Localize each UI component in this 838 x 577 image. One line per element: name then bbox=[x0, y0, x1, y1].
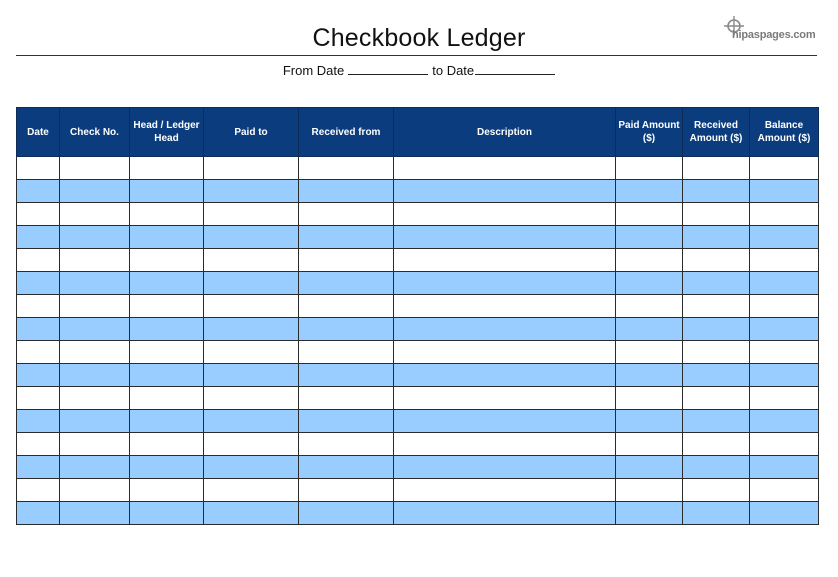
cell-description[interactable] bbox=[394, 157, 616, 180]
cell-received-from[interactable] bbox=[299, 364, 394, 387]
cell-date[interactable] bbox=[17, 341, 60, 364]
cell-balance-amount[interactable] bbox=[750, 410, 819, 433]
cell-check-no[interactable] bbox=[60, 318, 130, 341]
cell-received-from[interactable] bbox=[299, 318, 394, 341]
table-row bbox=[17, 272, 819, 295]
cell-paid-amount[interactable] bbox=[616, 203, 683, 226]
col-header-balance-amount: Balance Amount ($) bbox=[750, 108, 819, 157]
cell-description[interactable] bbox=[394, 502, 616, 525]
from-date-blank bbox=[348, 62, 428, 75]
cell-received-from[interactable] bbox=[299, 180, 394, 203]
cell-received-amount[interactable] bbox=[683, 272, 750, 295]
page-title: Checkbook Ledger bbox=[312, 24, 526, 52]
table-row bbox=[17, 502, 819, 525]
cell-paid-amount[interactable] bbox=[616, 249, 683, 272]
cell-description[interactable] bbox=[394, 180, 616, 203]
col-header-paid-amount: Paid Amount ($) bbox=[616, 108, 683, 157]
cell-date[interactable] bbox=[17, 479, 60, 502]
cell-balance-amount[interactable] bbox=[750, 364, 819, 387]
table-row bbox=[17, 341, 819, 364]
cell-balance-amount[interactable] bbox=[750, 341, 819, 364]
cell-ledger-head[interactable] bbox=[130, 479, 204, 502]
cell-ledger-head[interactable] bbox=[130, 272, 204, 295]
cell-received-amount[interactable] bbox=[683, 502, 750, 525]
cell-received-from[interactable] bbox=[299, 295, 394, 318]
cell-date[interactable] bbox=[17, 180, 60, 203]
cell-date[interactable] bbox=[17, 387, 60, 410]
cell-description[interactable] bbox=[394, 203, 616, 226]
cell-received-from[interactable] bbox=[299, 203, 394, 226]
cell-ledger-head[interactable] bbox=[130, 387, 204, 410]
cell-check-no[interactable] bbox=[60, 341, 130, 364]
cell-received-from[interactable] bbox=[299, 226, 394, 249]
cell-description[interactable] bbox=[394, 318, 616, 341]
cell-received-amount[interactable] bbox=[683, 157, 750, 180]
col-header-paid-to: Paid to bbox=[204, 108, 299, 157]
cell-description[interactable] bbox=[394, 433, 616, 456]
cell-paid-amount[interactable] bbox=[616, 272, 683, 295]
cell-date[interactable] bbox=[17, 157, 60, 180]
cell-received-amount[interactable] bbox=[683, 433, 750, 456]
cell-ledger-head[interactable] bbox=[130, 318, 204, 341]
cell-ledger-head[interactable] bbox=[130, 410, 204, 433]
cell-check-no[interactable] bbox=[60, 456, 130, 479]
table-row bbox=[17, 456, 819, 479]
cell-description[interactable] bbox=[394, 479, 616, 502]
cell-received-from[interactable] bbox=[299, 502, 394, 525]
table-row bbox=[17, 295, 819, 318]
cell-balance-amount[interactable] bbox=[750, 318, 819, 341]
cell-description[interactable] bbox=[394, 249, 616, 272]
cell-check-no[interactable] bbox=[60, 295, 130, 318]
cell-ledger-head[interactable] bbox=[130, 249, 204, 272]
cell-received-amount[interactable] bbox=[683, 341, 750, 364]
cell-received-from[interactable] bbox=[299, 157, 394, 180]
cell-balance-amount[interactable] bbox=[750, 203, 819, 226]
cell-paid-to[interactable] bbox=[204, 295, 299, 318]
cell-paid-to[interactable] bbox=[204, 226, 299, 249]
cell-received-amount[interactable] bbox=[683, 387, 750, 410]
cell-description[interactable] bbox=[394, 387, 616, 410]
cell-received-amount[interactable] bbox=[683, 364, 750, 387]
cell-received-amount[interactable] bbox=[683, 226, 750, 249]
cell-date[interactable] bbox=[17, 502, 60, 525]
cell-ledger-head[interactable] bbox=[130, 180, 204, 203]
cell-received-from[interactable] bbox=[299, 410, 394, 433]
cell-paid-amount[interactable] bbox=[616, 180, 683, 203]
cell-paid-to[interactable] bbox=[204, 433, 299, 456]
cell-paid-amount[interactable] bbox=[616, 295, 683, 318]
cell-received-amount[interactable] bbox=[683, 295, 750, 318]
cell-check-no[interactable] bbox=[60, 502, 130, 525]
table-row bbox=[17, 203, 819, 226]
cell-received-from[interactable] bbox=[299, 341, 394, 364]
cell-balance-amount[interactable] bbox=[750, 249, 819, 272]
table-row bbox=[17, 479, 819, 502]
cell-date[interactable] bbox=[17, 456, 60, 479]
cell-paid-to[interactable] bbox=[204, 410, 299, 433]
cell-date[interactable] bbox=[17, 433, 60, 456]
cell-ledger-head[interactable] bbox=[130, 364, 204, 387]
to-date-blank bbox=[475, 62, 555, 75]
cell-balance-amount[interactable] bbox=[750, 456, 819, 479]
ledger-table bbox=[16, 107, 819, 525]
cell-paid-to[interactable] bbox=[204, 387, 299, 410]
cell-paid-amount[interactable] bbox=[616, 318, 683, 341]
cell-received-from[interactable] bbox=[299, 479, 394, 502]
date-range-line bbox=[0, 62, 838, 80]
cell-balance-amount[interactable] bbox=[750, 272, 819, 295]
cell-ledger-head[interactable] bbox=[130, 295, 204, 318]
cell-balance-amount[interactable] bbox=[750, 502, 819, 525]
cell-received-amount[interactable] bbox=[683, 479, 750, 502]
cell-paid-amount[interactable] bbox=[616, 226, 683, 249]
cell-received-amount[interactable] bbox=[683, 410, 750, 433]
cell-balance-amount[interactable] bbox=[750, 157, 819, 180]
col-header-received-from: Received from bbox=[299, 108, 394, 157]
cell-paid-amount[interactable] bbox=[616, 433, 683, 456]
cell-balance-amount[interactable] bbox=[750, 433, 819, 456]
cell-balance-amount[interactable] bbox=[750, 180, 819, 203]
from-date-label: From Date bbox=[282, 63, 345, 78]
site-logo bbox=[720, 16, 820, 46]
cell-check-no[interactable] bbox=[60, 479, 130, 502]
cell-paid-to[interactable] bbox=[204, 502, 299, 525]
cell-date[interactable] bbox=[17, 295, 60, 318]
cell-date[interactable] bbox=[17, 364, 60, 387]
cell-balance-amount[interactable] bbox=[750, 387, 819, 410]
cell-paid-amount[interactable] bbox=[616, 157, 683, 180]
cell-received-from[interactable] bbox=[299, 272, 394, 295]
cell-check-no[interactable] bbox=[60, 249, 130, 272]
cell-received-from[interactable] bbox=[299, 456, 394, 479]
table-row bbox=[17, 180, 819, 203]
cell-check-no[interactable] bbox=[60, 226, 130, 249]
cell-date[interactable] bbox=[17, 226, 60, 249]
cell-balance-amount[interactable] bbox=[750, 295, 819, 318]
cell-ledger-head[interactable] bbox=[130, 433, 204, 456]
ledger-body bbox=[17, 157, 819, 525]
col-header-ledger-head: Head / Ledger Head bbox=[130, 108, 204, 157]
cell-received-amount[interactable] bbox=[683, 318, 750, 341]
cell-date[interactable] bbox=[17, 410, 60, 433]
cell-description[interactable] bbox=[394, 364, 616, 387]
table-row bbox=[17, 387, 819, 410]
cell-received-from[interactable] bbox=[299, 249, 394, 272]
cell-check-no[interactable] bbox=[60, 203, 130, 226]
col-header-date: Date bbox=[17, 108, 60, 157]
table-row bbox=[17, 226, 819, 249]
cell-paid-amount[interactable] bbox=[616, 410, 683, 433]
cell-date[interactable] bbox=[17, 249, 60, 272]
table-row bbox=[17, 364, 819, 387]
cell-paid-amount[interactable] bbox=[616, 479, 683, 502]
cell-received-amount[interactable] bbox=[683, 456, 750, 479]
table-row bbox=[17, 433, 819, 456]
cell-paid-to[interactable] bbox=[204, 180, 299, 203]
cell-check-no[interactable] bbox=[60, 433, 130, 456]
cell-paid-amount[interactable] bbox=[616, 502, 683, 525]
cell-balance-amount[interactable] bbox=[750, 226, 819, 249]
cell-received-from[interactable] bbox=[299, 433, 394, 456]
cell-paid-to[interactable] bbox=[204, 157, 299, 180]
cell-check-no[interactable] bbox=[60, 272, 130, 295]
col-header-description: Description bbox=[394, 108, 616, 157]
cell-check-no[interactable] bbox=[60, 364, 130, 387]
cell-description[interactable] bbox=[394, 272, 616, 295]
title-divider bbox=[16, 55, 817, 56]
cell-date[interactable] bbox=[17, 318, 60, 341]
cell-ledger-head[interactable] bbox=[130, 502, 204, 525]
cell-check-no[interactable] bbox=[60, 180, 130, 203]
logo-text: hipaspages.com bbox=[732, 29, 816, 41]
table-row bbox=[17, 249, 819, 272]
col-header-check-no: Check No. bbox=[60, 108, 130, 157]
table-row bbox=[17, 410, 819, 433]
cell-description[interactable] bbox=[394, 295, 616, 318]
cell-check-no[interactable] bbox=[60, 387, 130, 410]
to-date-label: to Date bbox=[432, 63, 475, 78]
table-row bbox=[17, 157, 819, 180]
cell-paid-to[interactable] bbox=[204, 479, 299, 502]
cell-paid-amount[interactable] bbox=[616, 364, 683, 387]
cell-date[interactable] bbox=[17, 203, 60, 226]
cell-received-amount[interactable] bbox=[683, 203, 750, 226]
cell-received-amount[interactable] bbox=[683, 180, 750, 203]
cell-paid-amount[interactable] bbox=[616, 387, 683, 410]
cell-ledger-head[interactable] bbox=[130, 226, 204, 249]
cell-received-amount[interactable] bbox=[683, 249, 750, 272]
cell-date[interactable] bbox=[17, 272, 60, 295]
cell-balance-amount[interactable] bbox=[750, 479, 819, 502]
cell-paid-to[interactable] bbox=[204, 318, 299, 341]
cell-paid-to[interactable] bbox=[204, 364, 299, 387]
cell-paid-to[interactable] bbox=[204, 341, 299, 364]
cell-paid-to[interactable] bbox=[204, 203, 299, 226]
header-row bbox=[17, 108, 819, 157]
cell-description[interactable] bbox=[394, 341, 616, 364]
cell-ledger-head[interactable] bbox=[130, 456, 204, 479]
cell-paid-to[interactable] bbox=[204, 272, 299, 295]
cell-check-no[interactable] bbox=[60, 157, 130, 180]
cell-received-from[interactable] bbox=[299, 387, 394, 410]
cell-description[interactable] bbox=[394, 410, 616, 433]
cell-description[interactable] bbox=[394, 456, 616, 479]
cell-paid-amount[interactable] bbox=[616, 456, 683, 479]
cell-ledger-head[interactable] bbox=[130, 157, 204, 180]
cell-paid-amount[interactable] bbox=[616, 341, 683, 364]
cell-ledger-head[interactable] bbox=[130, 203, 204, 226]
cell-ledger-head[interactable] bbox=[130, 341, 204, 364]
col-header-received-amount: Received Amount ($) bbox=[683, 108, 750, 157]
table-row bbox=[17, 318, 819, 341]
cell-description[interactable] bbox=[394, 226, 616, 249]
cell-paid-to[interactable] bbox=[204, 249, 299, 272]
cell-paid-to[interactable] bbox=[204, 456, 299, 479]
cell-check-no[interactable] bbox=[60, 410, 130, 433]
